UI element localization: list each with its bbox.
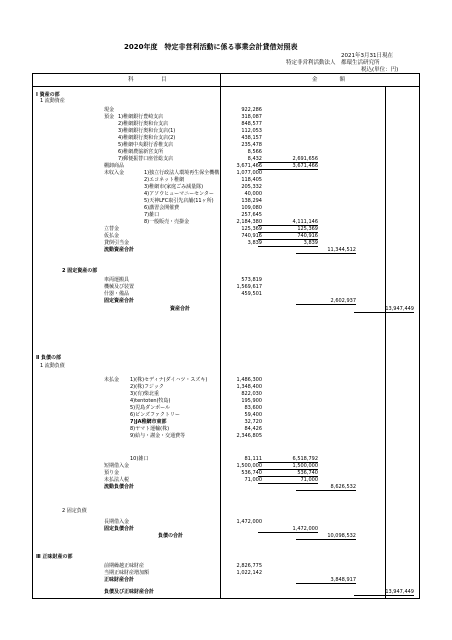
amount-b: 3,839: [303, 240, 318, 246]
amount-a: 81,111: [244, 456, 262, 462]
row-label: 長期借入金: [104, 519, 130, 525]
subtotal-rule: [258, 532, 318, 533]
amount-a: 2,826,775: [236, 563, 262, 569]
amount-a: 235,478: [241, 142, 262, 148]
amount-d: 13,947,449: [385, 589, 414, 595]
row-label: 流動負債合計: [104, 484, 135, 490]
amount-a: 2,346,805: [236, 433, 262, 439]
row-label: 5)児島ダンボール: [130, 405, 171, 411]
amount-c: 8,626,532: [330, 484, 356, 490]
row-label: 2)稚網銀行奥和台支店: [118, 121, 169, 127]
row-label: 2)(株)フジック: [130, 384, 164, 390]
row-label: 短期借入金: [104, 463, 130, 469]
amount-a: 8,432: [247, 156, 262, 162]
amount-a: 822,030: [241, 391, 262, 397]
doc-unit: 税込(単位：円): [361, 67, 399, 73]
amount-a: 84,426: [244, 426, 262, 432]
row-label: 当期正味財産増加額: [104, 570, 150, 576]
row-label: 1 流動資産: [40, 98, 65, 104]
amount-a: 536,740: [241, 470, 262, 476]
amount-c: 3,848,917: [330, 577, 356, 583]
row-label: 棚卸商品: [104, 163, 125, 169]
amount-b: 71,000: [300, 477, 318, 483]
row-label: 未払法人税: [104, 477, 130, 483]
row-label: 7)雑口: [144, 212, 160, 218]
amount-a: 138,294: [241, 198, 262, 204]
row-label: 預金: [104, 114, 115, 120]
amount-a: 112,053: [241, 128, 262, 134]
row-label: 未収入金: [104, 170, 125, 176]
doc-date: 2021年3月31日現在: [341, 53, 393, 59]
row-label: 1)(株)セディナ(ダイハツ・スズキ): [130, 377, 208, 383]
row-label: 固定負債合計: [104, 526, 135, 532]
row-label: Ⅰ 資産の部: [36, 92, 60, 98]
row-label: 仮払金: [104, 233, 120, 239]
amount-a: 459,501: [241, 291, 262, 297]
row-label: 9)給与・謝金・交通費等: [130, 433, 186, 439]
amount-a: 2,184,380: [236, 219, 262, 225]
amount-a: 1,500,000: [236, 463, 262, 469]
amount-c: 2,602,937: [330, 298, 356, 304]
row-label: 預り金: [104, 470, 120, 476]
row-label: 資産合計: [170, 306, 191, 312]
row-label: 3)稚網市(家庭ごみ減量隊): [144, 184, 204, 190]
amount-a: 573,819: [241, 277, 262, 283]
row-label: 流動資産合計: [104, 247, 135, 253]
row-label: 1)稚網銀行豊崎支店: [118, 114, 164, 120]
subtotal-rule: [296, 490, 356, 491]
header-account: 科 目: [128, 77, 167, 83]
row-label: 2)エコネット稚網: [144, 177, 185, 183]
subtotal-rule: [258, 169, 318, 170]
row-label: 1)独立行政法人環境再生保全機構: [144, 170, 220, 176]
divider-amount-total: [385, 87, 386, 599]
amount-b: 536,740: [297, 470, 318, 476]
amount-a: 40,000: [244, 191, 262, 197]
row-label: 7)JA稚網市東部: [130, 419, 167, 425]
amount-c: 10,098,532: [327, 533, 356, 539]
row-label: 4)アソウヒューマニーセンター: [144, 191, 214, 197]
subtotal-rule: [296, 583, 356, 584]
amount-a: 1,472,000: [236, 519, 262, 525]
row-label: 5)稚網中央銀行香椎支店: [118, 142, 174, 148]
subtotal-rule: [354, 595, 414, 596]
amount-a: 195,900: [241, 398, 262, 404]
row-label: 3)稚網銀行奥和台支店(1): [118, 128, 176, 134]
row-label: 8)ヤマト運輸(株): [130, 426, 170, 432]
row-label: Ⅱ 負債の部: [36, 355, 62, 361]
row-label: 6)講習会開催費: [144, 205, 180, 211]
amount-b: 4,111,146: [292, 219, 318, 225]
table-header-row: [32, 73, 420, 87]
amount-a: 257,645: [241, 212, 262, 218]
amount-a: 3,839: [247, 240, 262, 246]
row-label: 負債及び正味財産合計: [104, 589, 155, 595]
subtotal-rule: [258, 483, 318, 484]
row-label: 什器・備品: [104, 291, 130, 297]
amount-a: 32,720: [244, 419, 262, 425]
amount-a: 922,286: [241, 107, 262, 113]
amount-a: 848,577: [241, 121, 262, 127]
row-label: 8)一般販売・売掛金: [144, 219, 190, 225]
amount-c: 11,344,512: [327, 247, 356, 253]
amount-a: 118,405: [241, 177, 262, 183]
amount-b: 3,671,466: [292, 163, 318, 169]
amount-a: 1,077,000: [236, 170, 262, 176]
row-label: 前期繰越正味財産: [104, 563, 145, 569]
amount-b: 1,472,000: [292, 526, 318, 532]
doc-title: 2020年度 特定非営利活動に係る事業会計貸借対照表: [124, 43, 298, 51]
amount-a: 1,569,617: [236, 284, 262, 290]
subtotal-rule: [354, 312, 414, 313]
subtotal-rule: [296, 304, 356, 305]
header-amount: 金 額: [312, 77, 346, 83]
row-label: 4)tentoten(牧島): [130, 398, 171, 404]
row-label: 車両運搬具: [104, 277, 130, 283]
row-label: 10)雑口: [130, 456, 149, 462]
subtotal-rule: [296, 539, 356, 540]
amount-a: 3,671,466: [236, 163, 262, 169]
subtotal-rule: [296, 253, 356, 254]
row-label: 貸倒引当金: [104, 240, 130, 246]
amount-b: 2,691,656: [292, 156, 318, 162]
amount-a: 205,332: [241, 184, 262, 190]
amount-a: 438,157: [241, 135, 262, 141]
row-label: 2 固定資産の部: [62, 268, 98, 274]
row-label: 6)稚網農協新宮支所: [118, 149, 164, 155]
row-label: 3)(有)柴北重: [130, 391, 160, 397]
row-label: 現金: [104, 107, 115, 113]
amount-a: 109,080: [241, 205, 262, 211]
row-label: 6)ピンズファクトリー: [130, 412, 180, 418]
divider-account-amount: [220, 73, 221, 599]
amount-b: 125,369: [297, 226, 318, 232]
subtotal-rule: [258, 246, 318, 247]
row-label: 正味財産合計: [104, 577, 135, 583]
amount-b: 1,500,000: [292, 463, 318, 469]
amount-a: 83,600: [244, 405, 262, 411]
amount-b: 6,518,792: [292, 456, 318, 462]
amount-a: 318,087: [241, 114, 262, 120]
row-label: Ⅲ 正味財産の部: [36, 554, 73, 560]
amount-a: 1,348,400: [236, 384, 262, 390]
amount-d: 13,947,449: [385, 306, 414, 312]
amount-a: 1,486,300: [236, 377, 262, 383]
row-label: 5)天神LFC取引先店舗(11ヶ所): [144, 198, 214, 204]
row-label: 固定資産合計: [104, 298, 135, 304]
amount-b: 740,916: [297, 233, 318, 239]
row-label: 負債の合計: [158, 533, 184, 539]
amount-a: 1,022,142: [236, 570, 262, 576]
row-label: 未払金: [104, 377, 120, 383]
row-label: 7)郵便振替口座菅総支店: [118, 156, 174, 162]
amount-a: 59,400: [244, 412, 262, 418]
row-label: 機械及び装置: [104, 284, 135, 290]
amount-a: 740,916: [241, 233, 262, 239]
amount-a: 125,369: [241, 226, 262, 232]
row-label: 4)稚網銀行奥和台支店(2): [118, 135, 176, 141]
doc-org: 特定非営利活動法人 都環生活研究所: [286, 60, 380, 66]
row-label: 2 固定負債: [62, 508, 87, 514]
amount-a: 8,566: [247, 149, 262, 155]
amount-a: 71,000: [244, 477, 262, 483]
row-label: 1 流動負債: [40, 363, 65, 369]
row-label: 立替金: [104, 226, 120, 232]
